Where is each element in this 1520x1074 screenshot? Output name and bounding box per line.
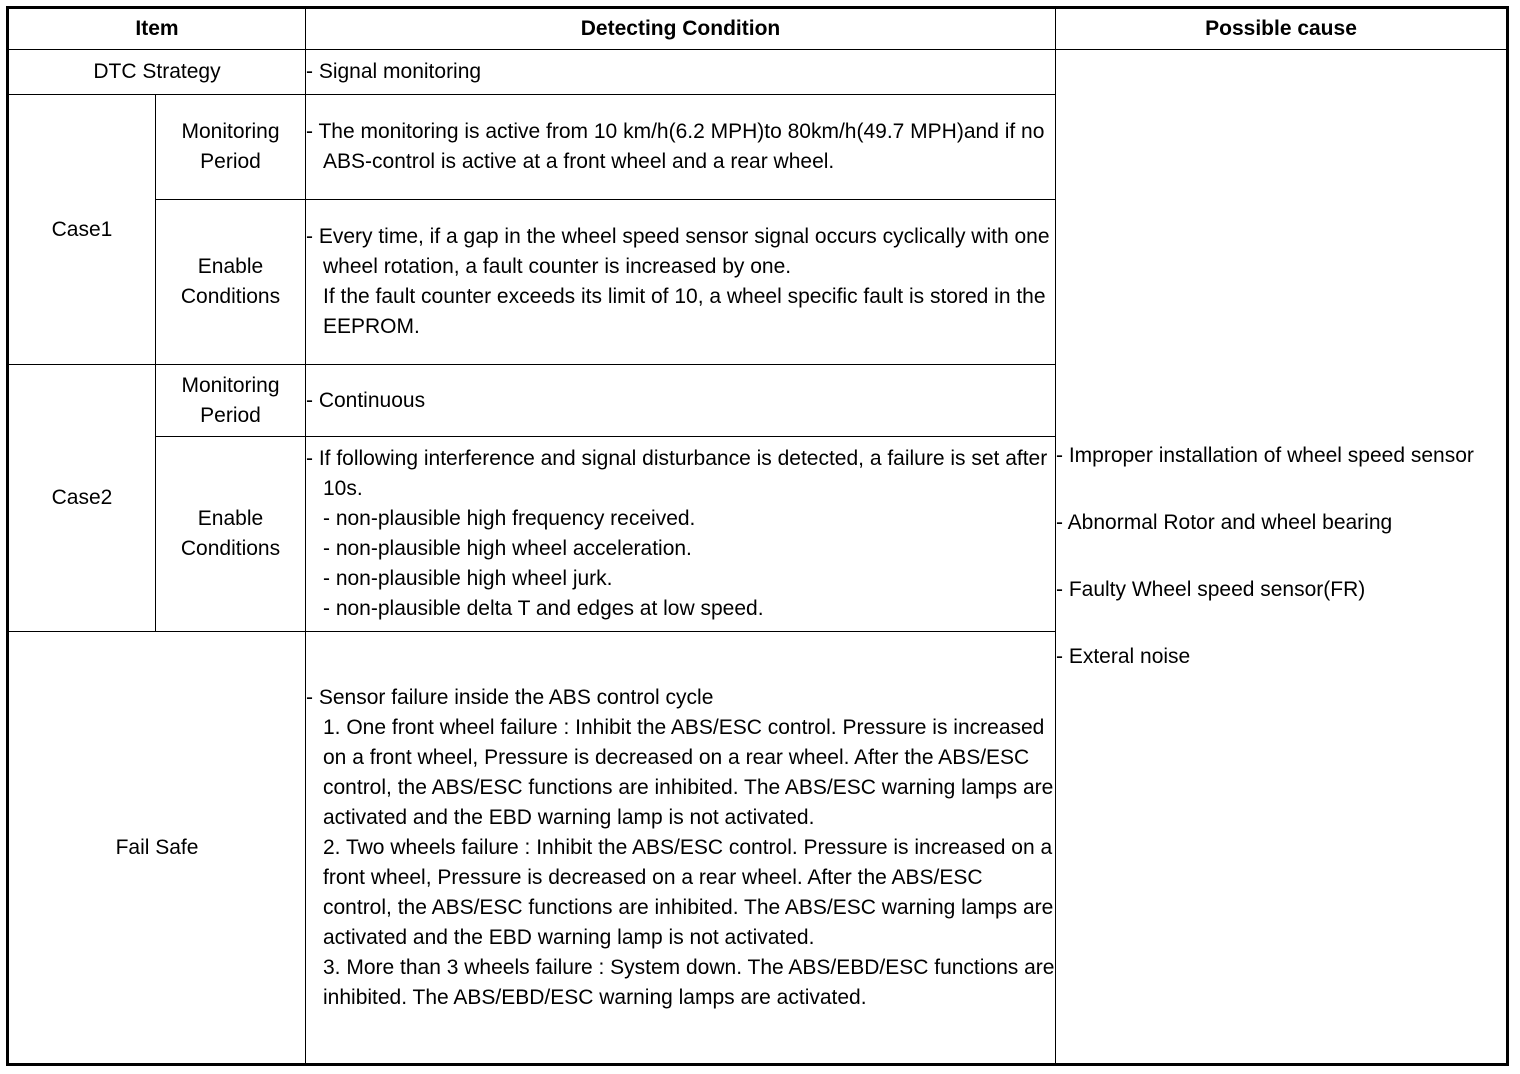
list-item: - non-plausible high wheel acceleration. <box>323 537 692 560</box>
case2-monitoring-period-label <box>156 365 306 437</box>
fail-safe-condition <box>306 632 1056 1065</box>
condition-text: - The monitoring is active from 10 km/h(6.2 MPH)to 80km/h(49.7 MPH)and if no ABS-control is active at a front wheel and a rear wheel. <box>306 120 1045 173</box>
case2-label: Case2 <box>8 365 156 632</box>
case1-label: Case1 <box>8 95 156 365</box>
dtc-table <box>6 6 1509 1066</box>
dtc-strategy-condition-text: - Signal monitoring <box>306 60 482 83</box>
header-row <box>8 8 1508 50</box>
header-item: Item <box>8 8 306 50</box>
cause-item: - Exteral noise <box>1056 645 1191 668</box>
fail-safe-label: Fail Safe <box>8 632 306 1065</box>
case1-monitoring-condition <box>306 95 1056 200</box>
list-item: 3. More than 3 wheels failure : System down. The ABS/EBD/ESC functions are inhibited. The ABS/EBD/ESC warning lamps are activated. <box>323 955 1055 1009</box>
cause-item: - Improper installation of wheel speed sensor <box>1056 444 1474 467</box>
list-item: 2. Two wheels failure : Inhibit the ABS/ESC control. Pressure is increased on a front wheel, Pressure is decreased on a rear wheel. After the ABS/ESC control, the ABS/ESC functions are inhibited. The ABS/ESC warning lamps are activated and the EBD warning lamp is not activated. <box>323 835 1054 949</box>
label-line: Monitoring <box>181 373 280 397</box>
case1-enable-condition <box>306 200 1056 365</box>
label-line: Monitoring <box>181 120 280 143</box>
row-dtc-strategy <box>8 50 1508 95</box>
label-line: Enable <box>197 255 264 278</box>
cause-item: - Faulty Wheel speed sensor(FR) <box>1056 578 1366 601</box>
case1-monitoring-period-label <box>156 95 306 200</box>
label-line: Conditions <box>180 285 281 308</box>
list-item: - non-plausible high frequency received. <box>323 507 696 530</box>
case2-enable-condition <box>306 437 1056 632</box>
condition-text: - Every time, if a gap in the wheel speed sensor signal occurs cyclically with one wheel rotation, a fault counter is increased by one. <box>306 225 1050 278</box>
list-item: 1. One front wheel failure : Inhibit the ABS/ESC control. Pressure is increased on a front wheel, Pressure is decreased on a rear wheel. After the ABS/ESC control, the ABS/ESC functions are inhibited. The ABS/ESC warning lamps are activated and the EBD warning lamp is not activated. <box>323 715 1054 829</box>
condition-text: - Continuous <box>306 388 426 412</box>
dtc-strategy-condition <box>306 50 1056 95</box>
case1-enable-conditions-label <box>156 200 306 365</box>
header-detecting-condition: Detecting Condition <box>306 8 1056 50</box>
label-line: Conditions <box>180 537 281 560</box>
label-line: Period <box>200 403 261 427</box>
cause-item: - Abnormal Rotor and wheel bearing <box>1056 511 1393 534</box>
condition-text: - Sensor failure inside the ABS control cycle <box>306 685 714 709</box>
dtc-strategy-label: DTC Strategy <box>8 50 306 95</box>
possible-cause-cell <box>1056 50 1508 1065</box>
header-possible-cause: Possible cause <box>1056 8 1508 50</box>
label-line: Enable <box>197 507 264 530</box>
label-line: Period <box>200 150 261 173</box>
condition-text: - If following interference and signal disturbance is detected, a failure is set after 10s. <box>306 447 1048 500</box>
list-item: - non-plausible high wheel jurk. <box>323 567 613 590</box>
case2-monitoring-condition <box>306 365 1056 437</box>
list-item: - non-plausible delta T and edges at low speed. <box>323 597 764 620</box>
condition-text: If the fault counter exceeds its limit of 10, a wheel specific fault is stored in the EEPROM. <box>323 285 1046 338</box>
case2-enable-conditions-label <box>156 437 306 632</box>
